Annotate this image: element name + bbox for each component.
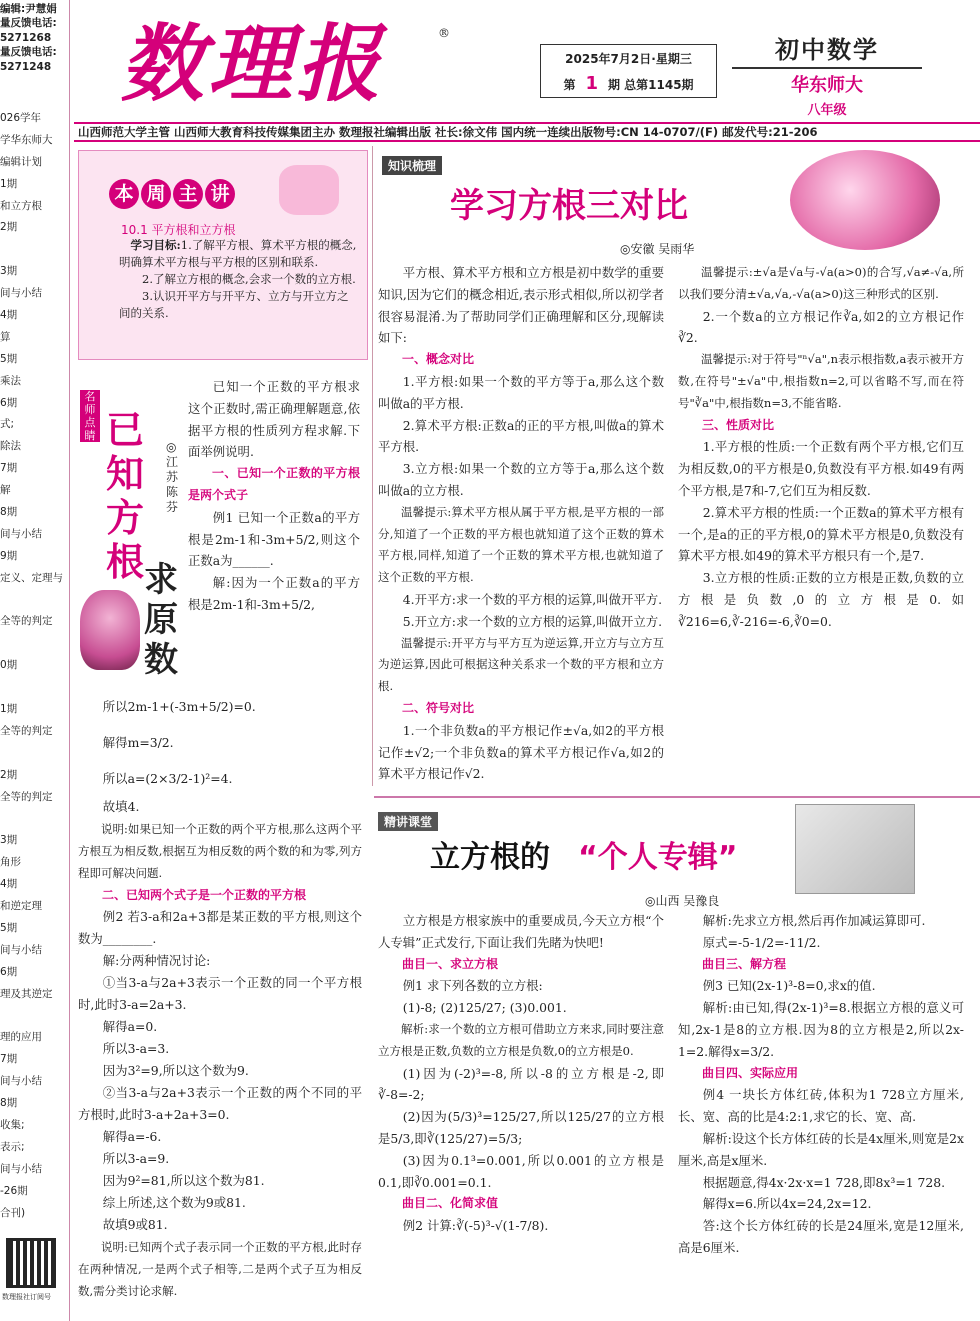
article1-case: 解得a=-6. — [102, 1129, 162, 1144]
plan-line — [0, 243, 70, 265]
article1-line: 所以a=(2×3/2-1)²=4. — [102, 771, 233, 786]
weekly-badge — [109, 179, 237, 209]
issue-suffix: 期 总第1145期 — [607, 78, 694, 92]
article1-heading — [80, 380, 179, 680]
article1-section1: 一、已知一个正数的平方根是两个式子 — [188, 466, 360, 502]
article2-col-left — [378, 262, 664, 785]
plan-line: 角形 — [0, 856, 21, 869]
article1-intro: 已知一个正数的平方根求这个正数时,需正确理解题意,依据平方根的性质列方程求解.下面举例说明. — [188, 379, 360, 460]
article1-case: 综上所述,这个数为9或81. — [102, 1195, 246, 1210]
article3-para: 解析:由已知,得(2x-1)³=8.根据立方根的意义可知,2x-1是8的立方根.因为8的立方根是2,所以2x-1=2.解得x=3/2. — [678, 1000, 964, 1059]
plan-line — [0, 813, 70, 835]
plan-line — [0, 637, 70, 659]
plan-line: 9期 — [0, 549, 18, 562]
article2-section2: 二、符号对比 — [402, 700, 475, 715]
article2-para: 2.算术平方根的性质:一个正数a的算术平方根有一个,是a的正的平方根,0的算术平方根是0,负数没有算术平方根.如49的算术平方根只有一个,是7. — [678, 504, 964, 564]
plan-line: 除法 — [0, 440, 21, 453]
article3-para: 例4 一块长方体红砖,体积为1 728立方厘米,长、宽、高的比是4:2:1,求它的长、宽、高. — [678, 1087, 964, 1125]
plan-line: 3期 — [0, 265, 18, 278]
plan-line: 5期 — [0, 352, 18, 365]
issue-prefix: 第 — [563, 78, 576, 92]
article3-para: (1)-8; (2)125/27; (3)0.001. — [402, 1000, 567, 1016]
plan-line: 4期 — [0, 309, 18, 322]
article3-section2: 曲目二、化简求值 — [402, 1196, 499, 1211]
plan-line: 解 — [0, 484, 11, 497]
article2-para: 1.平方根:如果一个数的平方等于a,那么这个数叫做a的平方根. — [378, 373, 664, 411]
plan-line: 间与小结 — [0, 527, 42, 540]
article3-section4: 曲目四、实际应用 — [702, 1065, 799, 1080]
editor-line: 5271268 — [0, 31, 52, 44]
subject: 初中数学 — [732, 30, 922, 69]
article2-para: 1.平方根的性质:一个正数有两个平方根,它们互为相反数,0的平方根是0,负数没有平方根.如49有两个平方根,是7和-7,它们互为相反数. — [678, 439, 964, 498]
article3-para: (3)因为0.1³=0.001,所以0.001的立方根是0.1,即∛0.001=0.1. — [378, 1152, 664, 1190]
article3-title-a: 立方根的 — [430, 840, 550, 875]
plan-line: 6期 — [0, 965, 18, 978]
article3-para: 例1 求下列各数的立方根: — [402, 978, 543, 994]
article3-author: ◎山西 吴豫良 — [645, 894, 720, 908]
plan-line: 理的应用 — [0, 1031, 42, 1044]
article1-solution1: 解:因为一个正数a的平方根是2m-1和-3m+5/2, — [188, 575, 360, 612]
article3-para: (2)因为(5/3)³=125/27,所以125/27的立方根是5/3,即∛(125/27)=5/3; — [378, 1109, 664, 1146]
article3-para: 例3 已知(2x-1)³-8=0,求x的值. — [702, 978, 876, 994]
plan-line: 1期 — [0, 703, 18, 716]
plan-line — [0, 1010, 70, 1032]
plan-line: 表示; — [0, 1140, 25, 1153]
article2-title: 学习方根三对比 — [450, 186, 688, 226]
article1-solution2: 解:分两种情况讨论: — [102, 953, 211, 968]
plan-line: 和立方根 — [0, 199, 42, 212]
editorial-plan-list — [0, 112, 70, 1228]
safe-illustration-icon — [795, 804, 915, 894]
issue-number-line — [541, 67, 716, 94]
weekly-goals — [119, 237, 359, 322]
article1-case: 所以3-a=9. — [102, 1151, 170, 1166]
plan-line: 全等的判定 — [0, 724, 53, 737]
plan-line: 定义、定理与 — [0, 571, 63, 584]
article2-para: 1.一个非负数a的平方根记作±√a,如2的平方根记作±√2;一个非负数a的算术平方根记作√a,如2的算术平方根记作√2. — [378, 722, 664, 782]
article1-tag: 名师点睛 — [80, 390, 100, 442]
article1-note1: 说明:如果已知一个正数的两个平方根,那么这两个平方根互为相反数,根据互为相反数的两个数的和为零,列方程即可解决问题. — [78, 822, 362, 880]
article3-para: 例2 计算:∛(-5)³-√(1-7/8). — [402, 1218, 549, 1234]
article3-title-b: “个人专辑” — [578, 840, 738, 875]
article1-line: 故填4. — [102, 799, 140, 814]
plan-line: 间与小结 — [0, 943, 42, 956]
plan-line: 2期 — [0, 768, 18, 781]
plan-line: 8期 — [0, 1097, 18, 1110]
article3-para: 根据题意,得4x·2x·x=1 728,即8x³=1 728. — [702, 1174, 946, 1190]
article1-case: ①当3-a与2a+3表示一个正数的同一个平方根时,此时3-a=2a+3. — [78, 975, 362, 1012]
badge-char: 周 — [141, 179, 171, 209]
article3-col-left — [378, 910, 664, 1237]
article3-para: 解析:求一个数的立方根可借助立方来求,同时要注意立方根是正数,负数的立方根是负数,0的立方根是0. — [378, 1021, 664, 1058]
badge-char: 本 — [109, 179, 139, 209]
article2-para: 2.一个数a的立方根记作∛a,如2的立方根记作∛2. — [678, 308, 964, 346]
article1-case: 解得a=0. — [102, 1019, 158, 1034]
article1-col-bottom — [78, 696, 362, 1302]
article1-example1: 例1 已知一个正数a的平方根是2m-1和-3m+5/2,则这个正数a为______. — [188, 509, 360, 569]
logo-text: 数理报 — [120, 15, 385, 113]
article3-para: (1)因为(-2)³=-8,所以-8的立方根是-2,即∛-8=-2; — [378, 1065, 664, 1103]
issue-date: 2025年7月2日·星期三 — [565, 52, 692, 66]
plan-line: 间与小结 — [0, 287, 42, 300]
article3-para: 答:这个长方体红砖的长是24厘米,宽是12厘米,高是6厘米. — [678, 1218, 964, 1255]
plan-line: 间与小结 — [0, 1075, 42, 1088]
editor-info — [0, 0, 69, 74]
article1-line: 所以2m-1+(-3m+5/2)=0. — [102, 699, 256, 714]
plan-line: 全等的判定 — [0, 615, 53, 628]
bag-illustration-icon — [279, 165, 339, 215]
article2-col-right — [678, 262, 964, 633]
article2-para: 3.立方根:如果一个数的立方等于a,那么这个数叫做a的立方根. — [378, 461, 664, 498]
registered-mark: ® — [438, 26, 450, 40]
weekly-title: 10.1 平方根和立方根 — [121, 223, 236, 237]
plan-line: 间与小结 — [0, 1162, 42, 1175]
article3-section-tag: 精讲课堂 — [378, 812, 438, 831]
article3-section1: 曲目一、求立方根 — [402, 956, 499, 971]
article3-para: 解析:先求立方根,然后再作加减运算即可. — [702, 913, 926, 928]
plan-line: 2期 — [0, 221, 18, 234]
plan-line: 全等的判定 — [0, 790, 53, 803]
plan-line: 4期 — [0, 878, 18, 891]
plan-line: 7期 — [0, 1053, 18, 1066]
plan-line: 0期 — [0, 659, 18, 672]
plan-line — [0, 747, 70, 769]
section-divider — [374, 796, 980, 798]
editor-line: 量反馈电话: — [0, 46, 57, 59]
edition-info — [732, 30, 922, 118]
plan-line: 收集; — [0, 1118, 25, 1131]
article1-line: 解得m=3/2. — [102, 735, 174, 750]
article1-case: 因为3²=9,所以这个数为9. — [102, 1063, 249, 1078]
article1-col-top — [188, 376, 360, 616]
article3-section3: 曲目三、解方程 — [702, 956, 787, 971]
weekly-topic-box — [78, 150, 368, 360]
article1-title-a: 已知方根 — [106, 408, 145, 584]
editorial-plan-strip — [0, 0, 70, 1321]
plan-line: 7期 — [0, 462, 18, 475]
plan-line — [0, 681, 70, 703]
article1-author: ◎江苏 陈 芬 — [166, 440, 179, 514]
article2-section1: 一、概念对比 — [402, 352, 475, 367]
goal-3: 3.认识开平方与开平方、立方与开立方之间的关系. — [119, 289, 349, 320]
newspaper-logo — [120, 14, 450, 114]
article1-case: 故填9或81. — [102, 1217, 168, 1232]
article1-section2: 二、已知两个式子是一个正数的平方根 — [102, 888, 307, 902]
article1-case: 所以3-a=3. — [102, 1041, 170, 1056]
badge-char: 讲 — [205, 179, 235, 209]
qr-caption: 数理报社订阅号 — [2, 1293, 51, 1301]
article1-example2: 例2 若3-a和2a+3都是某正数的平方根,则这个数为________. — [78, 909, 362, 946]
plan-line: 学华东师大 — [0, 133, 53, 146]
badge-char: 主 — [173, 179, 203, 209]
article2-tip: 温馨提示:±√a是√a与-√a(a>0)的合写,√a≠-√a,所以我们要分清±√a,√a,-√a(a>0)这三种形式的区别. — [678, 265, 964, 301]
article2-author: ◎安徽 吴雨华 — [620, 242, 695, 256]
editor-line: 编辑:尹慧娟 — [0, 3, 57, 15]
article2-section3: 三、性质对比 — [702, 417, 775, 432]
article2-intro: 平方根、算术平方根和立方根是初中数学的重要知识,因为它们的概念相近,表示形式相似,所以初学者很容易混淆.为了帮助同学们正确理解和区分,现解读如下: — [378, 265, 664, 346]
article2-para: 5.开立方:求一个数的立方根的运算,叫做开立方. — [402, 613, 663, 629]
plan-line: 理及其逆定 — [0, 987, 53, 1000]
cartoon-figure-icon — [80, 590, 140, 670]
plan-line: 合刊) — [0, 1206, 26, 1219]
article2-section-tag: 知识梳理 — [382, 156, 442, 175]
article2-para: 2.算术平方根:正数a的正的平方根,叫做a的算术平方根. — [378, 417, 664, 455]
plan-line: 和逆定理 — [0, 900, 42, 913]
goal-2: 2.了解立方根的概念,会求一个数的立方根. — [142, 272, 356, 286]
plan-line: 乘法 — [0, 374, 21, 387]
article2-tip: 温馨提示:开平方与平方互为逆运算,开立方与立方互为逆运算,因此可根据这种关系求一个数的平方根和立方根. — [378, 635, 664, 694]
article1-case: ②当3-a与2a+3表示一个正数的两个不同的平方根时,此时3-a+2a+3=0. — [78, 1085, 362, 1122]
column-divider — [372, 146, 373, 786]
article2-tip: 温馨提示:算术平方根从属于平方根,是平方根的一部分,知道了一个正数的平方根也就知道了这个正数的算术平方根,同样,知道了一个正数的算术平方根,也就知道了这个正数的平方根. — [378, 504, 664, 585]
article3-para: 原式=-5-1/2=-11/2. — [702, 934, 821, 950]
goal-label: 学习目标: — [130, 238, 181, 252]
plan-line — [0, 594, 70, 616]
plan-line: 算 — [0, 330, 11, 343]
article3-para: 解析:设这个长方体红砖的长是4x厘米,则宽是2x厘米,高是x厘米. — [678, 1130, 964, 1168]
editor-line: 5271248 — [0, 60, 52, 73]
issue-number: 1 — [585, 73, 598, 94]
article1-case: 因为9²=81,所以这个数为81. — [102, 1173, 265, 1188]
plan-line: 式; — [0, 418, 15, 431]
editor-line: 量反馈电话: — [0, 17, 57, 30]
article2-tip: 温馨提示:对于符号"ⁿ√a",n表示根指数,a表示被开方数,在符号"±√a"中,根指数n=2,可以省略不写,而在符号"∛a"中,根指数n=3,不能省略. — [678, 352, 964, 410]
article2-para: 3.立方根的性质:正数的立方根是正数,负数的立方根是负数,0的立方根是0.如∛216=6,∛-216=-6,∛0=0. — [678, 570, 964, 629]
plan-line: 6期 — [0, 396, 18, 409]
plan-line: -26期 — [0, 1184, 28, 1197]
plan-line: 5期 — [0, 921, 18, 934]
publisher-bar: 山西师范大学主管 山西师大教育科技传媒集团主办 数理报社编辑出版 社长:徐文伟 国内统一连续出版物号:CN 14-0707/(F) 邮发代号:21-206 — [74, 122, 980, 142]
issue-info-box — [540, 44, 717, 98]
grade: 八年级 — [807, 103, 847, 118]
article2-para: 4.开平方:求一个数的平方根的运算,叫做开平方. — [402, 591, 663, 607]
plan-line: 1期 — [0, 177, 18, 190]
article1-title-b: 求原数 — [144, 560, 178, 680]
globe-illustration-icon — [790, 150, 940, 250]
article1-note2: 说明:已知两个式子表示同一个正数的平方根,此时存在两种情况,一是两个式子相等,二是两个式子互为相反数,需分类讨论求解. — [78, 1240, 362, 1298]
plan-line: 编辑计划 — [0, 155, 42, 168]
plan-line: 026学年 — [0, 112, 42, 124]
article3-intro: 立方根是方根家族中的重要成员,今天立方根“个人专辑”正式发行,下面让我们先睹为快吧! — [378, 913, 664, 950]
article3-para: 解得x=6.所以4x=24,2x=12. — [702, 1196, 872, 1212]
article3-col-right — [678, 910, 964, 1259]
plan-line: 8期 — [0, 506, 18, 519]
qr-code-icon — [6, 1238, 56, 1288]
textbook-edition: 华东师大 — [791, 75, 863, 96]
plan-line: 3期 — [0, 834, 18, 847]
goal-1: 1.了解平方根、算术平方根的概念,明确算术平方根与平方根的区别和联系. — [119, 238, 357, 269]
